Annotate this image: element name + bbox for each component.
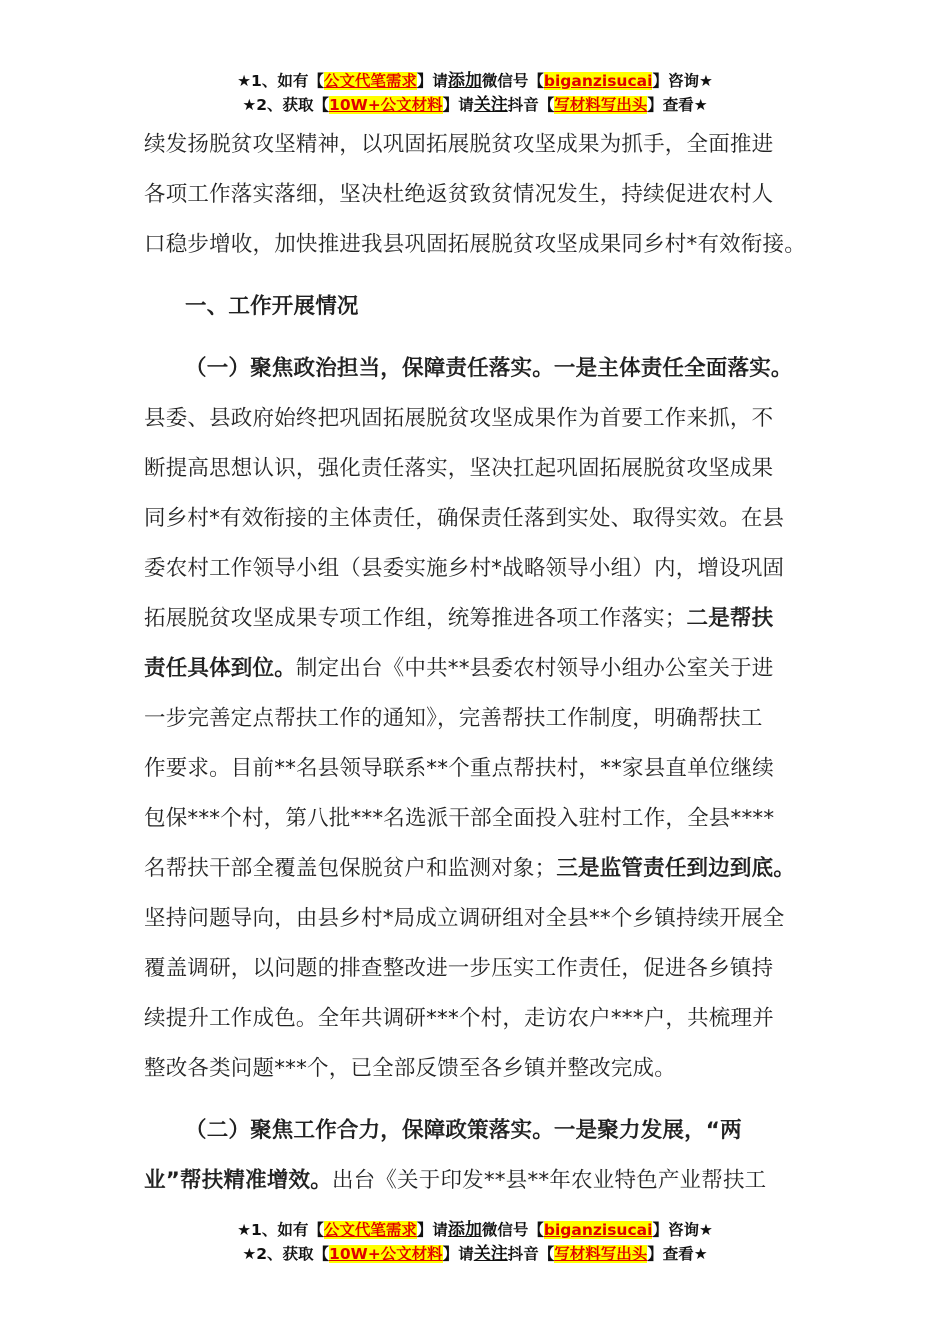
bold-text: 责任具体到位。 [144,656,296,681]
bold-text: 业”帮扶精准增效。 [144,1168,332,1193]
text-run: 坚持问题导向，由县乡村*局成立调研组对全县**个乡镇持续开展全 [144,906,785,931]
bold-text: 二是帮扶 [686,606,774,631]
text-run: 微信号【 [481,72,544,90]
text-line [144,994,824,1044]
text-run: ★2、获取【 [242,1245,330,1263]
promo-line-1 [0,1218,950,1242]
underlined-text: 添加 [447,1220,482,1240]
text-run: 】查看★ [647,96,708,114]
text-line [144,644,824,694]
text-run: 抖音【 [507,96,555,114]
highlighted-text: biganzisucai [543,72,653,90]
underlined-text: 关注 [473,95,508,115]
header-promo-banner [0,69,950,117]
text-line [144,1156,824,1206]
document-body [144,120,824,1206]
text-run: 整改各类问题***个，已全部反馈至各乡镇并整改完成。 [144,1056,676,1081]
paragraph [144,1106,824,1206]
text-run: 覆盖调研，以问题的排查整改进一步压实工作责任，促进各乡镇持 [144,956,774,981]
text-line [144,744,824,794]
text-line [144,494,824,544]
paragraph [144,282,824,332]
highlighted-text: 公文代笔需求 [323,72,417,90]
text-run: 委农村工作领导小组（县委实施乡村*战略领导小组）内，增设巩固 [144,556,785,581]
text-run: 包保***个村，第八批***名选派干部全面投入驻村工作，全县**** [144,806,775,831]
highlighted-text: 10W+公文材料 [329,1245,443,1263]
text-line [144,344,824,394]
text-run: 】咨询★ [652,72,713,90]
highlighted-text: 写材料写出头 [554,96,648,114]
highlighted-text: biganzisucai [543,1221,653,1239]
text-line [144,394,824,444]
text-line [144,120,824,170]
text-run: 县委、县政府始终把巩固拓展脱贫攻坚成果作为首要工作来抓，不 [144,406,774,431]
text-run: 断提高思想认识，强化责任落实，坚决扛起巩固拓展脱贫攻坚成果 [144,456,774,481]
text-line [144,844,824,894]
text-run: 作要求。目前**名县领导联系**个重点帮扶村，**家县直单位继续 [144,756,774,781]
text-line [144,544,824,594]
text-run: 】请 [416,72,448,90]
text-run: 】请 [442,1245,474,1263]
text-run: 微信号【 [481,1221,544,1239]
text-run: ★2、获取【 [242,96,330,114]
text-run: 名帮扶干部全覆盖包保脱贫户和监测对象； [144,856,557,881]
bold-text: 一、工作开展情况 [185,294,359,319]
paragraph [144,344,824,1094]
bold-text: （一）聚焦政治担当，保障责任落实。一是主体责任全面落实。 [185,356,793,381]
text-run: 出台《关于印发**县**年农业特色产业帮扶工 [331,1168,767,1193]
text-run: 各项工作落实落细，坚决杜绝返贫致贫情况发生，持续促进农村人 [144,182,774,207]
text-line [144,170,824,220]
text-run: 拓展脱贫攻坚成果专项工作组，统筹推进各项工作落实； [144,606,687,631]
text-run: 制定出台《中共**县委农村领导小组办公室关于进 [295,656,774,681]
text-run: ★1、如有【 [237,1221,324,1239]
text-line [144,1044,824,1094]
text-run: 】查看★ [647,1245,708,1263]
text-run: 同乡村*有效衔接的主体责任，确保责任落到实处、取得实效。在县 [144,506,785,531]
underlined-text: 添加 [447,71,482,91]
text-run: 】请 [416,1221,448,1239]
text-run: 续发扬脱贫攻坚精神，以巩固拓展脱贫攻坚成果为抓手，全面推进 [144,132,774,157]
highlighted-text: 10W+公文材料 [329,96,443,114]
bold-text: （二）聚焦工作合力，保障政策落实。一是聚力发展，“两 [185,1118,742,1143]
paragraph [144,120,824,270]
text-line [144,694,824,744]
text-line [144,894,824,944]
text-run: 一步完善定点帮扶工作的通知》，完善帮扶工作制度，明确帮扶工 [144,706,763,731]
bold-text: 三是监管责任到边到底。 [556,856,796,881]
promo-line-2 [0,1242,950,1266]
text-run: 抖音【 [507,1245,555,1263]
text-line [144,1106,824,1156]
text-run: 口稳步增收，加快推进我县巩固拓展脱贫攻坚成果同乡村*有效衔接。 [144,232,806,257]
highlighted-text: 公文代笔需求 [323,1221,417,1239]
text-line [144,282,824,332]
text-run: 】咨询★ [652,1221,713,1239]
text-line [144,794,824,844]
promo-line-2 [0,93,950,117]
underlined-text: 关注 [473,1244,508,1264]
text-line [144,944,824,994]
text-run: ★1、如有【 [237,72,324,90]
footer-promo-banner [0,1218,950,1266]
text-run: 】请 [442,96,474,114]
promo-line-1 [0,69,950,93]
highlighted-text: 写材料写出头 [554,1245,648,1263]
text-line [144,594,824,644]
text-run: 续提升工作成色。全年共调研***个村，走访农户***户，共梳理并 [144,1006,774,1031]
text-line [144,444,824,494]
text-line [144,220,824,270]
